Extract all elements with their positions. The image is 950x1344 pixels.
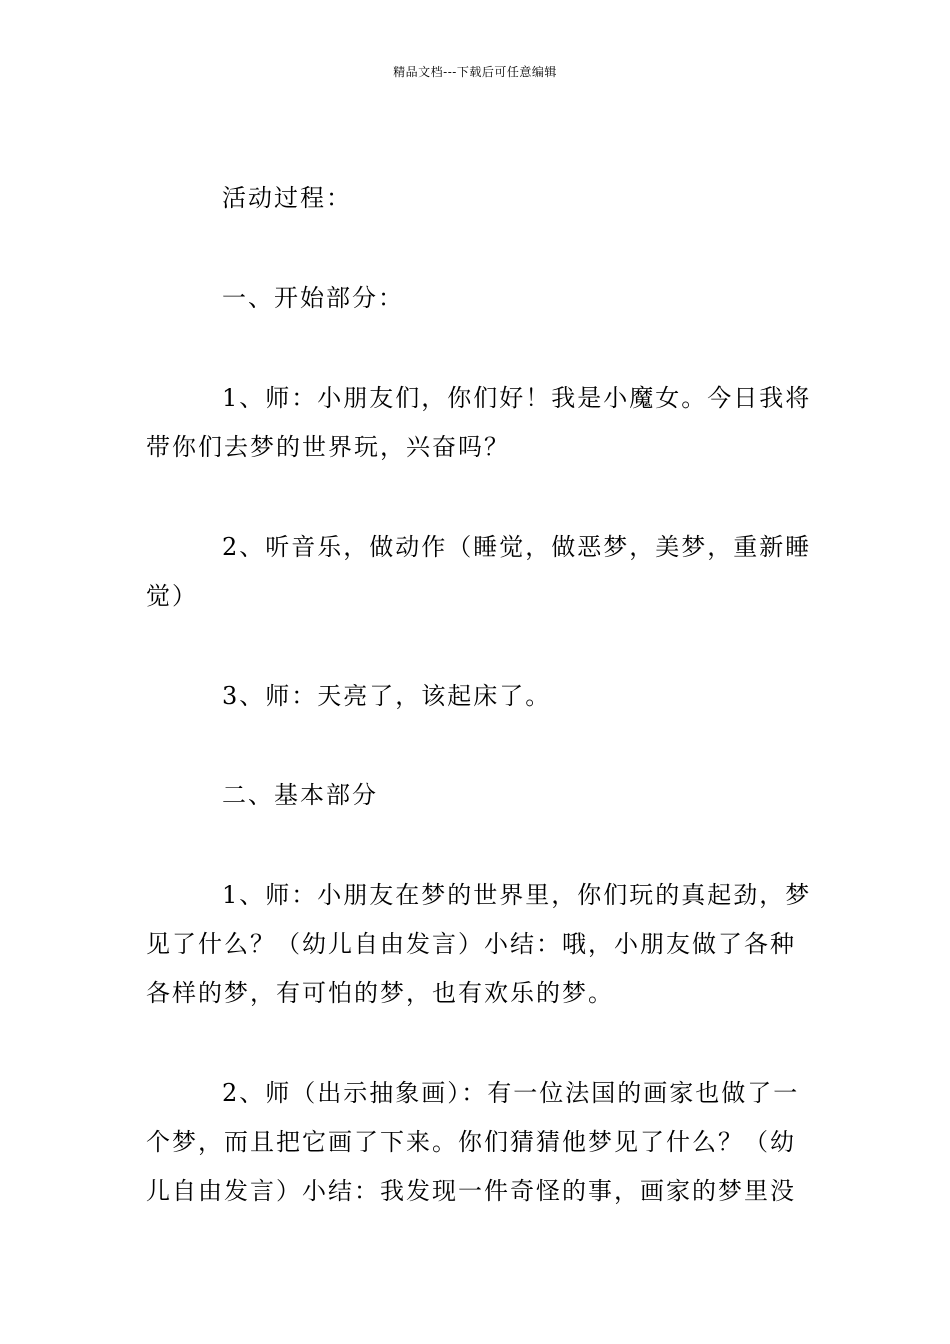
paragraph-line: 一、开始部分：	[222, 284, 404, 312]
paragraph-line: 带你们去梦的世界玩，兴奋吗？	[146, 433, 510, 461]
paragraph-line: 个梦，而且把它画了下来。你们猜猜他梦见了什么？（幼	[146, 1128, 796, 1156]
paragraph-activity-process	[146, 174, 810, 223]
paragraph-line: 3、师：天亮了，该起床了。	[222, 682, 552, 710]
section-heading-basic	[146, 771, 810, 820]
paragraph-item-2	[146, 523, 810, 621]
section-heading-start	[146, 274, 810, 323]
paragraph-item-3	[146, 672, 810, 721]
paragraph-basic-item-1	[146, 871, 810, 1018]
paragraph-basic-item-2	[146, 1069, 810, 1216]
paragraph-line: 1、师：小朋友在梦的世界里，你们玩的真起劲，梦	[222, 881, 812, 909]
paragraph-line: 2、听音乐，做动作（睡觉，做恶梦，美梦，重新睡	[222, 533, 812, 561]
paragraph-line: 1、师：小朋友们，你们好！我是小魔女。今日我将	[222, 384, 812, 412]
paragraph-item-1	[146, 374, 810, 472]
page-header: 精品文档---下载后可任意编辑	[393, 65, 557, 79]
paragraph-line: 觉）	[146, 582, 198, 610]
paragraph-line: 儿自由发言）小结：我发现一件奇怪的事，画家的梦里没	[146, 1177, 796, 1205]
paragraph-line: 见了什么？（幼儿自由发言）小结：哦，小朋友做了各种	[146, 930, 796, 958]
paragraph-line: 2、师（出示抽象画）：有一位法国的画家也做了一	[222, 1079, 800, 1107]
paragraph-line: 活动过程：	[222, 184, 352, 212]
paragraph-line: 各样的梦，有可怕的梦，也有欢乐的梦。	[146, 979, 614, 1007]
paragraph-line: 二、基本部分	[222, 781, 378, 809]
